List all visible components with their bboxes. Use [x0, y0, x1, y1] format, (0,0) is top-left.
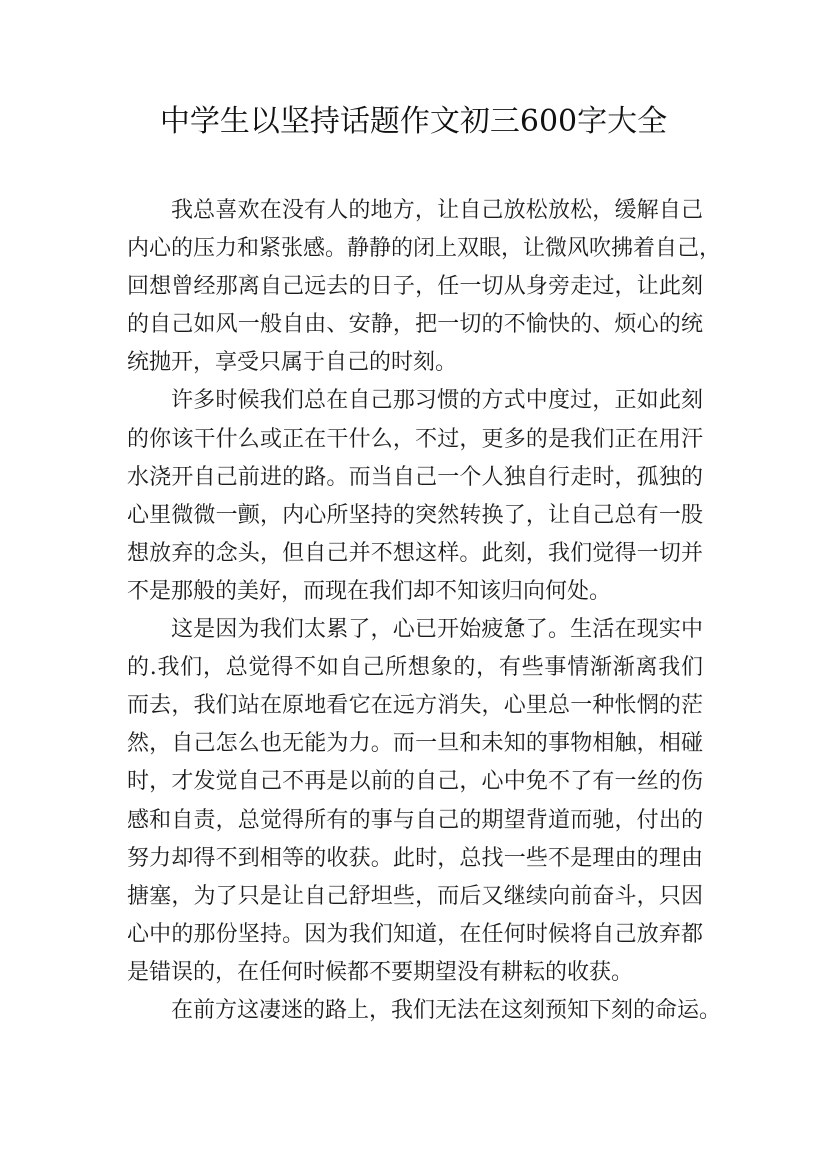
text-line: 心中的那份坚持。因为我们知道，在任何时候将自己放弃都: [127, 921, 703, 947]
text-line: 努力却得不到相等的收获。此时，总找一些不是理由的理由: [127, 845, 703, 871]
paragraph-3: [127, 611, 703, 992]
text-line: 水浇开自己前进的路。而当自己一个人独自行走时，孤独的: [127, 464, 703, 490]
text-line: 的你该干什么或正在干什么，不过，更多的是我们正在用汗: [127, 426, 703, 452]
text-line: 我总喜欢在没有人的地方，让自己放松放松，缓解自己: [171, 198, 703, 223]
text-line: 统抛开，享受只属于自己的时刻。: [127, 350, 458, 376]
paragraph-1: [127, 192, 722, 382]
text-line: 想放弃的念头，但自己并不想这样。此刻，我们觉得一切并: [127, 540, 703, 566]
text-line: 的.我们，总觉得不如自己所想象的，有些事情渐渐离我们: [127, 655, 703, 681]
text-line: 感和自责，总觉得所有的事与自己的期望背道而驰，付出的: [127, 807, 703, 833]
document-body: [127, 192, 722, 1030]
paragraph-4: [127, 992, 722, 1030]
text-line: 是错误的，在任何时候都不要期望没有耕耘的收获。: [127, 959, 634, 985]
text-line: 回想曾经那离自己远去的日子，任一切从身旁走过，让此刻: [127, 274, 703, 300]
paragraph-2: [127, 382, 703, 611]
text-line: 然，自己怎么也无能为力。而一旦和未知的事物相触，相碰: [127, 731, 703, 757]
document-title: 中学生以坚持话题作文初三600字大全: [159, 104, 668, 139]
text-line: 不是那般的美好，而现在我们却不知该归向何处。: [127, 578, 612, 604]
text-line: 而去，我们站在原地看它在远方消失，心里总一种怅惘的茫: [127, 693, 703, 719]
text-line: 的自己如风一般自由、安静，把一切的不愉快的、烦心的统: [127, 312, 703, 338]
text-line: 许多时候我们总在自己那习惯的方式中度过，正如此刻: [171, 388, 703, 414]
text-line: 在前方这凄迷的路上，我们无法在这刻预知下刻的命运。: [171, 997, 722, 1023]
text-line: 内心的压力和紧张感。静静的闭上双眼，让微风吹拂着自己，: [127, 236, 722, 262]
text-line: 搪塞，为了只是让自己舒坦些，而后又继续向前奋斗，只因: [127, 883, 703, 909]
text-line: 心里微微一颤，内心所坚持的突然转换了，让自己总有一股: [127, 502, 703, 528]
text-line: 这是因为我们太累了，心已开始疲惫了。生活在现实中: [171, 617, 703, 643]
text-line: 时，才发觉自己不再是以前的自己，心中免不了有一丝的伤: [127, 769, 703, 795]
